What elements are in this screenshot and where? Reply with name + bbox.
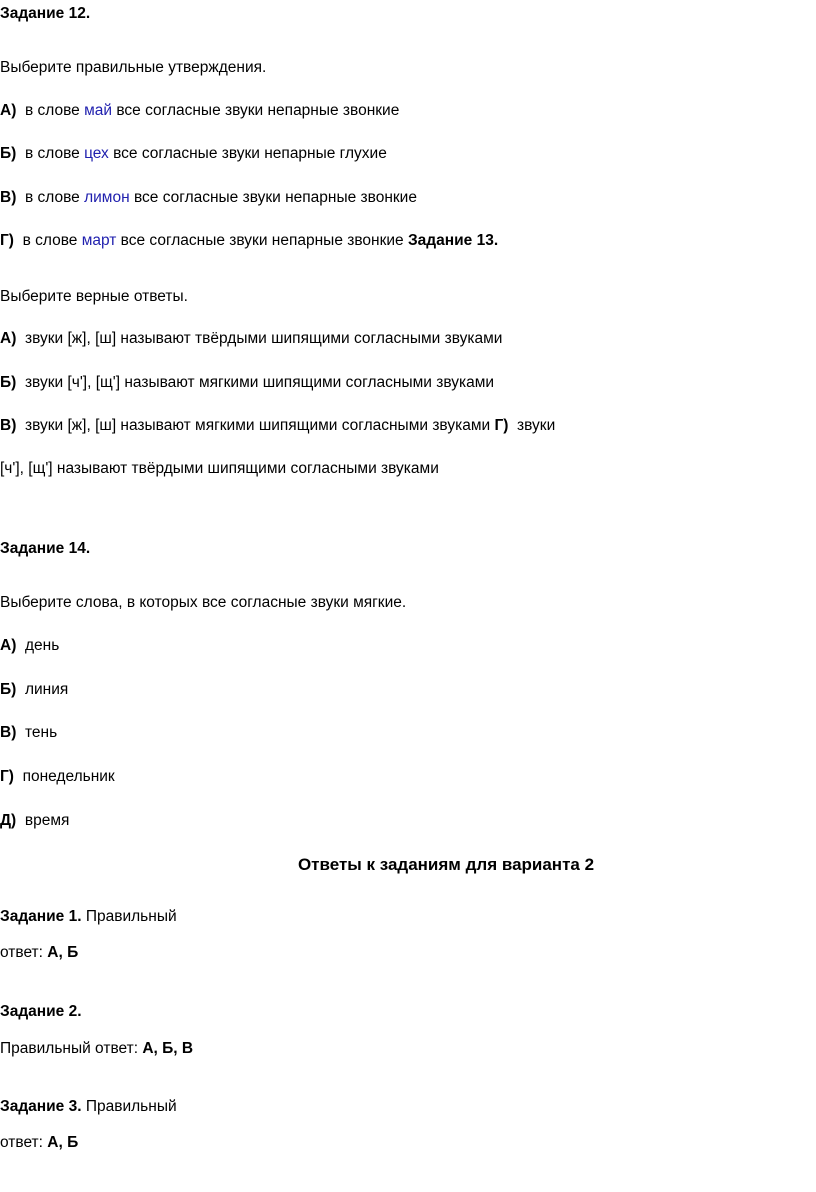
task12-option-d: [0, 231, 498, 251]
task13-option-b: [0, 373, 494, 393]
answer-2-title: Задание 2.: [0, 1003, 82, 1020]
answer-task-title: Задание 3.: [0, 1098, 82, 1115]
task14-option-d: [0, 767, 115, 787]
option-text: время: [24, 812, 70, 829]
task14-title: Задание 14.: [0, 540, 91, 557]
answer-task-title: Задание 1.: [0, 908, 82, 925]
answer-label: Правильный: [85, 1098, 177, 1115]
task13-option-a: [0, 329, 502, 349]
answer-3-line-1: [0, 1097, 177, 1117]
task13-option-d-continuation: [ч'], [щ'] называют твёрдыми шипящими согласными звуками: [0, 460, 439, 477]
task14-option-e: [0, 811, 69, 831]
option-letter: Г): [0, 232, 14, 249]
option-text: все согласные звуки непарные звонкие: [116, 102, 400, 119]
option-keyword: цех: [84, 145, 109, 162]
option-letter: Б): [0, 145, 17, 162]
answer-value: А, Б: [47, 944, 79, 961]
option-letter: А): [0, 330, 17, 347]
option-text: все согласные звуки непарные глухие: [113, 145, 387, 162]
answer-label: Правильный ответ:: [0, 1040, 139, 1057]
task13-option-c: [0, 416, 555, 436]
option-letter: В): [0, 724, 17, 741]
answer-label: ответ:: [0, 944, 43, 961]
option-prefix: в слове: [24, 102, 80, 119]
task12-option-c: [0, 188, 417, 208]
answers-heading: Ответы к заданиям для варианта 2: [297, 855, 595, 874]
option-letter: Г): [494, 417, 509, 434]
option-text: все согласные звуки непарные звонкие: [120, 232, 404, 249]
task14-option-a: [0, 636, 59, 656]
option-keyword: лимон: [84, 189, 130, 206]
option-text: звуки [ж], [ш] называют твёрдыми шипящими согласными звуками: [24, 330, 503, 347]
option-prefix: в слове: [22, 232, 78, 249]
option-letter: Г): [0, 768, 14, 785]
option-letter: Б): [0, 374, 17, 391]
option-text: звуки: [517, 417, 556, 434]
answer-2-line: [0, 1039, 193, 1059]
option-letter: В): [0, 417, 17, 434]
answer-label: Правильный: [85, 908, 177, 925]
task14-option-c: [0, 723, 57, 743]
task13-instruction: Выберите верные ответы.: [0, 288, 188, 305]
option-text: все согласные звуки непарные звонкие: [133, 189, 417, 206]
option-prefix: в слове: [24, 145, 80, 162]
option-letter: А): [0, 637, 17, 654]
answer-label: ответ:: [0, 1134, 43, 1151]
answer-1-line-2: [0, 943, 78, 963]
option-text: понедельник: [22, 768, 115, 785]
answer-1-line-1: [0, 907, 177, 927]
option-text: день: [24, 637, 60, 654]
option-keyword: май: [84, 102, 113, 119]
option-text: звуки [ж], [ш] называют мягкими шипящими согласными звуками: [24, 417, 491, 434]
option-letter: Б): [0, 681, 17, 698]
answer-3-line-2: [0, 1133, 78, 1153]
answer-value: А, Б: [47, 1134, 79, 1151]
option-letter: Д): [0, 812, 17, 829]
task12-option-a: [0, 101, 399, 121]
task13-title: Задание 13.: [407, 232, 499, 249]
task14-instruction: Выберите слова, в которых все согласные звуки мягкие.: [0, 594, 407, 611]
task14-option-b: [0, 680, 68, 700]
option-letter: А): [0, 102, 17, 119]
task12-instruction: Выберите правильные утверждения.: [0, 59, 267, 76]
option-text: тень: [24, 724, 58, 741]
option-text: линия: [24, 681, 69, 698]
option-prefix: в слове: [24, 189, 80, 206]
answer-value: А, Б, В: [142, 1040, 194, 1057]
option-text: звуки [ч'], [щ'] называют мягкими шипящими согласными звуками: [24, 374, 495, 391]
option-keyword: март: [81, 232, 117, 249]
task12-option-b: [0, 144, 387, 164]
task12-title: Задание 12.: [0, 5, 91, 22]
option-letter: В): [0, 189, 17, 206]
